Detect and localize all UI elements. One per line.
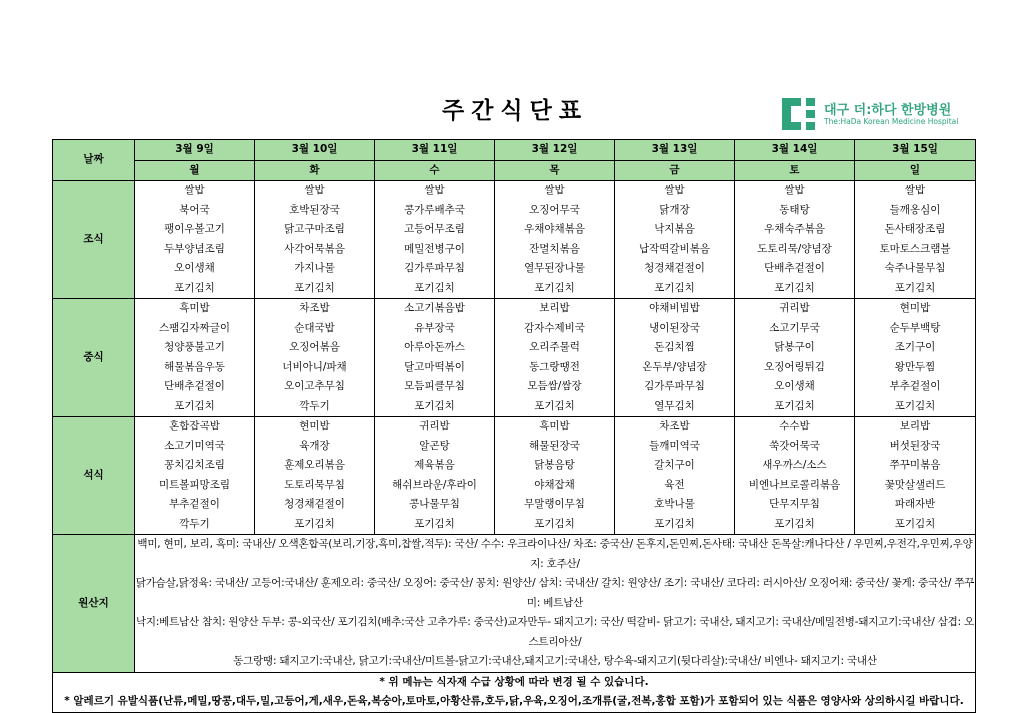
menu-item: 청경채겉절이 — [284, 498, 345, 510]
date-cell: 3월 10일 — [255, 140, 375, 161]
meal-label: 중식 — [53, 299, 135, 417]
menu-item: 오징어무국 — [529, 203, 580, 216]
menu-item: 단배추겉절이 — [164, 380, 225, 392]
menu-item: 메밀전병구이 — [404, 242, 465, 255]
menu-item: 단배추겉절이 — [764, 262, 825, 274]
menu-item: 토마토스크램블 — [879, 242, 951, 255]
menu-item: 육전 — [664, 478, 685, 491]
weekday-cell: 화 — [255, 160, 375, 181]
date-header: 날짜 — [53, 140, 135, 181]
menu-item: 쌀밥 — [424, 184, 445, 196]
menu-item: 해물된장국 — [529, 439, 580, 452]
menu-item: 동태탕 — [779, 203, 810, 216]
weekday-cell: 월 — [135, 160, 255, 181]
menu-item: 해물볶음우동 — [164, 360, 225, 373]
menu-item: 소고기볶음밥 — [404, 302, 465, 314]
menu-item: 야채잡채 — [534, 478, 575, 491]
menu-item: 낙지볶음 — [654, 223, 695, 235]
menu-item: 유부장국 — [414, 321, 455, 334]
menu-item: 육개장 — [299, 439, 330, 452]
menu-item: 오이생채 — [774, 380, 815, 392]
menu-item: 혼합잡곡밥 — [169, 420, 220, 432]
menu-cell — [735, 417, 855, 535]
menu-item: 포기김치 — [534, 517, 575, 530]
menu-item: 사각어묵볶음 — [284, 242, 345, 255]
meal-label: 석식 — [53, 417, 135, 535]
weekday-cell: 목 — [495, 160, 615, 181]
menu-item: 수수밥 — [779, 420, 810, 432]
menu-item: 조기구이 — [894, 341, 936, 353]
menu-cell — [135, 417, 255, 535]
date-cell: 3월 14일 — [735, 140, 855, 161]
menu-item: 스팸김자짜글이 — [158, 321, 230, 334]
menu-item: 쌀밥 — [184, 184, 205, 196]
weekday-cell: 일 — [855, 160, 976, 181]
menu-item: 팽이우볼고기 — [164, 223, 225, 235]
hospital-name: 대구 더:하다 한방병원 — [824, 103, 952, 118]
menu-item: 청경채겉절이 — [644, 262, 705, 274]
menu-item: 돈사태장조림 — [884, 223, 946, 235]
menu-item: 알곤탕 — [419, 439, 450, 452]
menu-item: 닭개장 — [659, 203, 690, 216]
menu-item: 닭봉구이 — [774, 341, 815, 353]
hospital-subtitle: The:HaDa Korean Medicine Hospital — [824, 117, 959, 126]
menu-item: 순두부백탕 — [889, 321, 941, 334]
menu-item: 귀리밥 — [779, 302, 810, 314]
menu-cell — [135, 181, 255, 299]
menu-item: 부추겉절이 — [169, 498, 220, 510]
menu-item: 현미밥 — [899, 302, 931, 314]
menu-item: 포기김치 — [654, 281, 695, 294]
menu-item: 보리밥 — [539, 302, 570, 314]
menu-item: 포기김치 — [894, 517, 936, 530]
menu-item: 갈치구이 — [654, 459, 695, 471]
menu-item: 소고기미역국 — [164, 439, 225, 452]
menu-item: 청양풍불고기 — [164, 341, 225, 353]
menu-item: 납작떡갈비볶음 — [638, 242, 710, 255]
menu-item: 들깨미역국 — [649, 439, 700, 452]
menu-item: 오리주물럭 — [529, 341, 580, 353]
menu-item: 쌀밥 — [664, 184, 685, 196]
origin-info — [135, 535, 976, 673]
menu-cell — [855, 299, 976, 417]
menu-item: 호박나물 — [654, 498, 695, 510]
menu-item: 비엔나브로콜리볶음 — [748, 478, 841, 491]
menu-item: 포기김치 — [654, 517, 695, 530]
menu-item: 흑미밥 — [539, 420, 570, 432]
menu-item: 제육볶음 — [414, 459, 455, 471]
menu-item: 닭고구마조림 — [284, 223, 345, 235]
menu-item: 무말랭이무침 — [524, 498, 585, 510]
menu-item: 도토리묵/양념장 — [757, 242, 832, 255]
menu-cell — [255, 417, 375, 535]
menu-item: 가지나물 — [294, 262, 335, 274]
menu-cell — [615, 417, 735, 535]
menu-item: 포기김치 — [894, 399, 936, 412]
menu-item: 콩나물무침 — [409, 498, 460, 510]
menu-item: 포기김치 — [774, 517, 815, 530]
menu-item: 아루아돈까스 — [404, 341, 465, 353]
origin-line: 동그랑땡: 돼지고기:국내산, 닭고기:국내산/미트볼-닭고기:국내산,돼지고기:국내산, 탕수육-돼지고기(뒷다리살):국내산/ 비엔나- 돼지고기: 국내산 — [233, 655, 877, 667]
meal-label: 조식 — [53, 181, 135, 299]
menu-item: 흑미밥 — [179, 302, 210, 314]
menu-item: 오징어볶음 — [289, 341, 340, 353]
menu-item: 도토리묵무침 — [284, 478, 345, 491]
menu-item: 해쉬브라운/후라이 — [392, 478, 477, 491]
menu-item: 오이고추무침 — [284, 380, 345, 392]
menu-item: 열무된장나물 — [524, 262, 585, 274]
menu-item: 숙주나물무침 — [884, 262, 946, 274]
menu-item: 우채숙주볶음 — [764, 223, 825, 235]
weekday-cell: 토 — [735, 160, 855, 181]
menu-item: 꽁치김치조림 — [164, 459, 225, 471]
menu-cell — [615, 299, 735, 417]
menu-item: 오징어링튀김 — [764, 360, 825, 373]
menu-item: 단무지무침 — [769, 498, 820, 510]
menu-item: 냉이된장국 — [649, 321, 700, 334]
menu-item: 순대국밥 — [294, 321, 335, 334]
origin-label: 원산지 — [53, 535, 135, 673]
weekly-menu-table — [52, 139, 976, 713]
menu-item: 온두부/양념장 — [642, 360, 707, 373]
menu-item: 훈제오리볶음 — [284, 459, 345, 471]
menu-item: 쌀밥 — [304, 184, 325, 196]
menu-item: 쭈꾸미볶음 — [889, 459, 941, 471]
menu-item: 포기김치 — [534, 399, 575, 412]
menu-item: 포기김치 — [774, 281, 815, 294]
menu-cell — [255, 299, 375, 417]
menu-item: 왕만두찜 — [894, 360, 936, 373]
menu-item: 두부양념조림 — [164, 242, 225, 255]
menu-item: 김가루파무침 — [404, 262, 465, 274]
menu-item: 새우까스/소스 — [762, 459, 827, 471]
menu-cell — [855, 181, 976, 299]
menu-cell — [495, 299, 615, 417]
menu-cell — [255, 181, 375, 299]
menu-item: 돈김치찜 — [654, 341, 695, 353]
change-notice: * 위 메뉴는 식자재 수급 상황에 따라 변경 될 수 있습니다. — [379, 675, 649, 688]
menu-item: 콩가루배추국 — [404, 203, 465, 216]
menu-item: 포기김치 — [894, 281, 936, 294]
menu-cell — [375, 299, 495, 417]
menu-item: 쌀밥 — [544, 184, 565, 196]
date-cell: 3월 15일 — [855, 140, 976, 161]
menu-item: 달고마떡볶이 — [404, 360, 465, 373]
menu-item: 쌀밥 — [784, 184, 805, 196]
allergy-notice: * 알레르기 유발식품(난류,메밀,땅콩,대두,밀,고등어,게,새우,돈육,복숭아,토마토,아황산류,호두,닭,우육,오징어,조개류(굴,전복,홍합 포함)가 포함되어 있는 식품은 영양사와 상의하시길 바랍니다. — [64, 695, 964, 707]
hospital-logo-icon — [782, 98, 816, 130]
menu-item: 차조밥 — [659, 420, 690, 432]
page-title: 주간식단표 — [441, 98, 589, 124]
date-cell: 3월 13일 — [615, 140, 735, 161]
menu-item: 미트볼피망조림 — [158, 478, 230, 491]
menu-item: 우채야채볶음 — [524, 223, 585, 235]
menu-cell — [495, 181, 615, 299]
menu-item: 김가루파무침 — [644, 380, 705, 392]
meal-row — [53, 299, 976, 417]
menu-item: 깍두기 — [179, 517, 210, 530]
menu-item: 차조밥 — [299, 302, 330, 314]
notes-cell — [53, 672, 976, 712]
date-cell: 3월 11일 — [375, 140, 495, 161]
weekday-cell: 금 — [615, 160, 735, 181]
menu-item: 모듬쌈/쌈장 — [527, 380, 582, 392]
menu-item: 버섯된장국 — [889, 439, 941, 452]
weekday-cell: 수 — [375, 160, 495, 181]
menu-item: 파래자반 — [894, 498, 936, 510]
meal-row — [53, 181, 976, 299]
menu-item: 포기김치 — [174, 281, 215, 294]
menu-item: 들깨옹심이 — [889, 203, 941, 216]
menu-item: 포기김치 — [414, 399, 455, 412]
menu-item: 소고기무국 — [769, 321, 820, 334]
menu-item: 동그랑땡전 — [529, 360, 580, 373]
menu-item: 오이생채 — [174, 262, 215, 274]
menu-cell — [375, 181, 495, 299]
menu-item: 호박된장국 — [289, 203, 340, 216]
menu-item: 포기김치 — [414, 517, 455, 530]
menu-cell — [615, 181, 735, 299]
menu-item: 너비아니/파채 — [282, 360, 347, 373]
date-cell: 3월 12일 — [495, 140, 615, 161]
menu-item: 잔멸치볶음 — [529, 242, 580, 255]
menu-item: 열무김치 — [654, 399, 695, 412]
menu-item: 포기김치 — [294, 281, 335, 294]
origin-line: 닭가슴살,닭정육: 국내산/ 고등어:국내산/ 훈제오리: 중국산/ 오징어: 중국산/ 꽁치: 원양산/ 삼치: 국내산/ 갈치: 원양산/ 조기: 국내산/ 코다리: 러시아산/ 오징어채: 중국산/ 꽃게: 중국산/ 쭈꾸미: 베트남산 — [135, 577, 975, 609]
menu-cell — [135, 299, 255, 417]
menu-item: 포기김치 — [174, 399, 215, 412]
menu-item: 부추겉절이 — [889, 380, 941, 392]
menu-cell — [735, 181, 855, 299]
menu-cell — [495, 417, 615, 535]
menu-item: 꽃맛살샐러드 — [884, 478, 946, 491]
menu-cell — [735, 299, 855, 417]
menu-item: 북어국 — [179, 203, 210, 216]
menu-item: 감자수제비국 — [524, 321, 585, 334]
menu-cell — [855, 417, 976, 535]
origin-line: 백미, 현미, 보리, 흑미: 국내산/ 오색혼합곡(보리,기장,흑미,찹쌀,적두): 국산/ 수수: 우크라이나산/ 차조: 중국산/ 돈후지,돈민찌,돈사태: 국내산 돈목살:캐나다산 / 우민찌,우전각,우민찌,우양지: 호주산/ — [137, 538, 973, 570]
menu-item: 포기김치 — [294, 517, 335, 530]
menu-item: 닭봉음탕 — [534, 459, 575, 471]
menu-item: 현미밥 — [299, 420, 330, 432]
menu-item: 포기김치 — [414, 281, 455, 294]
meal-row — [53, 417, 976, 535]
menu-item: 모듬피클무침 — [404, 380, 465, 392]
menu-item: 포기김치 — [774, 399, 815, 412]
menu-item: 쑥갓어묵국 — [769, 439, 820, 452]
menu-item: 야채비빔밥 — [649, 302, 700, 314]
menu-item: 쌀밥 — [904, 184, 926, 196]
menu-item: 보리밥 — [899, 420, 931, 432]
date-cell: 3월 9일 — [135, 140, 255, 161]
menu-item: 포기김치 — [534, 281, 575, 294]
hospital-logo — [782, 98, 972, 130]
menu-item: 깍두기 — [299, 399, 330, 412]
menu-item: 고등어무조림 — [404, 223, 465, 235]
menu-item: 귀리밥 — [419, 420, 450, 432]
origin-line: 낙지:베트남산 참치: 원양산 두부: 콩-외국산/ 포기김치(배추:국산 고추가루: 중국산)교자만두- 돼지고기: 국산/ 떡갈비- 닭고기: 국내산, 돼지고기: 국내산/메밀전병-돼지고기:국내산/ 삼겹: 오스트리아산/ — [135, 616, 975, 648]
menu-cell — [375, 417, 495, 535]
